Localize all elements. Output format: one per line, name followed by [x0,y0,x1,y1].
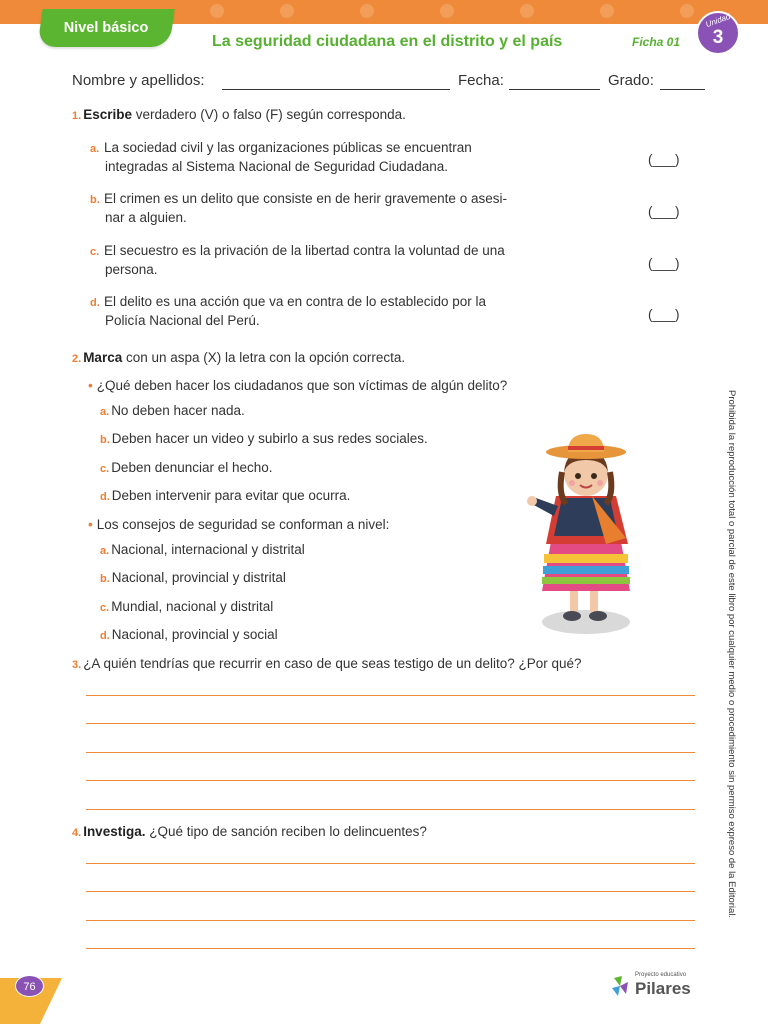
page-title: La seguridad ciudadana en el distrito y el país [212,33,563,50]
option-letter: a. [100,545,110,557]
copyright-note [726,390,745,940]
answer-blank[interactable]: (___) [648,204,680,219]
unit-word: Unidad [704,11,732,30]
subquestion-text: ¿Qué deben hacer los ciudadanos que son víctimas de algún delito? [96,378,508,393]
level-label: Nivel básico [63,20,149,36]
unit-number: 3 [712,27,724,48]
option-text: Nacional, internacional y distrital [111,542,305,557]
publisher-logo [610,970,700,1004]
q1-item-b [90,190,507,227]
answer-line[interactable] [86,723,695,724]
question-number: 4. [72,827,82,839]
option-letter: d. [100,491,110,503]
grade-label: Grado: [608,72,654,89]
question-keyword: Investiga. [83,824,146,839]
answer-line[interactable] [86,752,695,753]
item-line: Policía Nacional del Perú. [105,313,260,328]
question-2 [72,350,405,365]
option-text: Deben hacer un video y subirlo a sus redes sociales. [111,431,428,446]
item-line: El delito es una acción que va en contra de lo establecido por la [104,294,487,309]
answer-blank[interactable]: (___) [648,256,680,271]
bullet: • [88,517,93,532]
question-text: ¿Qué tipo de sanción reciben lo delincuentes? [145,824,427,839]
flower-decoration [360,4,374,18]
question-keyword: Marca [83,350,123,365]
option[interactable] [100,627,278,642]
date-field[interactable] [509,89,600,90]
name-field[interactable] [222,89,450,90]
option[interactable] [100,403,245,418]
flower-decoration [280,4,294,18]
option-letter: b. [100,573,110,585]
brand-tagline: Proyecto educativo [635,972,687,978]
grade-field[interactable] [660,89,705,90]
question-number: 3. [72,659,82,671]
item-letter: d. [90,297,100,309]
option[interactable] [100,599,273,614]
question-keyword: Escribe [83,107,132,122]
answer-line[interactable] [86,891,695,892]
student-info-row [72,72,706,92]
answer-line[interactable] [86,948,695,949]
item-line: nar a alguien. [105,210,187,225]
pilares-logo-icon [610,974,632,998]
page-number: 76 [15,975,44,997]
subquestion [88,378,507,393]
answer-blank[interactable]: (___) [648,307,680,322]
flower-decoration [520,4,534,18]
item-letter: b. [90,194,100,206]
name-label: Nombre y apellidos: [72,72,205,89]
answer-line[interactable] [86,920,695,921]
item-line: La sociedad civil y las organizaciones públicas se encuentran [104,140,472,155]
q1-item-c [90,242,505,279]
question-text: ¿A quién tendrías que recurrir en caso de que seas testigo de un delito? ¿Por qué? [83,656,582,671]
item-line: El crimen es un delito que consiste en de herir gravemente o asesi- [104,191,507,206]
flower-decoration [440,4,454,18]
question-text: con un aspa (X) la letra con la opción correcta. [122,350,406,365]
question-number: 1. [72,110,82,122]
item-letter: c. [90,246,100,258]
option-letter: a. [100,406,110,418]
option[interactable] [100,488,350,503]
answer-line[interactable] [86,695,695,696]
item-letter: a. [90,143,100,155]
date-label: Fecha: [458,72,504,89]
flower-decoration [210,4,224,18]
girl-illustration [522,426,640,640]
answer-blank[interactable]: (___) [648,152,680,167]
answer-line[interactable] [86,863,695,864]
option-text: Nacional, provincial y social [111,627,278,642]
answer-line[interactable] [86,809,695,810]
unit-badge [696,11,740,55]
answer-line[interactable] [86,780,695,781]
copyright-text: Prohibida la reproducción total o parcial de este libro por cualquier medio o procedimiento sin permiso expreso de la Editorial. [726,390,737,919]
question-1 [72,107,406,122]
option-text: Deben denunciar el hecho. [111,460,273,475]
question-number: 2. [72,353,82,365]
option-letter: d. [100,630,110,642]
item-line: persona. [105,262,158,277]
bullet: • [88,378,93,393]
option-letter: c. [100,602,110,614]
option-letter: c. [100,463,110,475]
option[interactable] [100,542,305,557]
subquestion [88,517,389,532]
subquestion-text: Los consejos de seguridad se conforman a nivel: [96,517,390,532]
level-tab [37,9,174,47]
q1-item-d [90,293,486,330]
option[interactable] [100,460,273,475]
option-text: Mundial, nacional y distrital [111,599,274,614]
option-letter: b. [100,434,110,446]
option-text: Nacional, provincial y distrital [111,570,286,585]
item-line: integradas al Sistema Nacional de Seguridad Ciudadana. [105,159,448,174]
option[interactable] [100,431,428,446]
question-text: verdadero (V) o falso (F) según corresponda. [131,107,406,122]
option-text: No deben hacer nada. [111,403,245,418]
ficha-label: Ficha 01 [632,35,681,49]
question-4 [72,824,427,839]
flower-decoration [680,4,694,18]
option-text: Deben intervenir para evitar que ocurra. [111,488,351,503]
item-line: El secuestro es la privación de la libertad contra la voluntad de una [104,243,505,258]
q1-item-a [90,139,472,176]
question-3 [72,656,582,671]
flower-decoration [600,4,614,18]
option[interactable] [100,570,286,585]
brand-name: Pilares [635,979,691,998]
